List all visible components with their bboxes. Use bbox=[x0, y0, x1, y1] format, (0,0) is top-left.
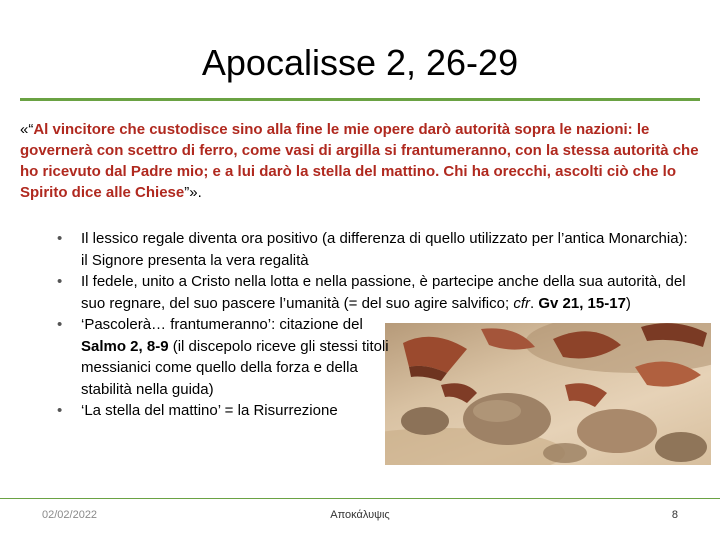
bullet-text: ‘Pascolerà… frantumeranno’: citazione del bbox=[81, 316, 363, 333]
quote-close-marks: ”». bbox=[184, 184, 202, 201]
bullet-item bbox=[56, 228, 696, 271]
cfr-abbreviation: cfr bbox=[513, 294, 530, 312]
quote-text: Al vincitore che custodisce sino alla fine le mie opere darò autorità sopra le nazioni: le governerà con scettro di ferro, come vasi di argilla si frantumeranno, con la stessa autorità che ho ricevuto dal Padre mio; e a lui darò la stella del mattino. Chi ha orecchi, ascolti ciò che lo Spirito dice alle Chiese bbox=[20, 121, 699, 201]
page-number: 8 bbox=[671, 509, 678, 521]
bullet-list bbox=[56, 228, 696, 422]
bullet-text: ) bbox=[625, 294, 631, 312]
slide-title: Apocalisse 2, 26-29 bbox=[201, 42, 519, 83]
bullet-text: Il lessico regale diventa ora positivo (a differenza di quello utilizzato per l’antica Monarchia): il Signore presenta la vera regalità bbox=[81, 230, 688, 269]
bullet-text: . bbox=[530, 294, 539, 312]
footer-title: Αποκάλυψις bbox=[330, 509, 390, 521]
bullet-text: Il fedele, unito a Cristo nella lotta e nella passione, è partecipe anche della sua autorità, del suo regnare, del suo pascere l’umanità (= del suo agire salvifico; bbox=[81, 273, 686, 312]
bullet-item bbox=[56, 400, 696, 422]
slide-footer bbox=[0, 498, 720, 533]
footer-date: 02/02/2022 bbox=[42, 509, 98, 521]
title-divider bbox=[20, 98, 700, 101]
scripture-quote bbox=[20, 119, 704, 203]
quote-open-marks: «“ bbox=[20, 121, 34, 138]
scripture-reference: Gv 21, 15-17 bbox=[538, 294, 626, 312]
bullet-text: (il discepolo riceve gli stessi titoli messianici come quello della forza e della stabilità nella guida) bbox=[81, 337, 389, 398]
bullet-item bbox=[56, 314, 401, 400]
scripture-reference: Salmo 2, 8-9 bbox=[81, 337, 169, 355]
bullet-item bbox=[56, 271, 696, 314]
bullet-text: ‘La stella del mattino’ = la Risurrezione bbox=[81, 402, 338, 419]
